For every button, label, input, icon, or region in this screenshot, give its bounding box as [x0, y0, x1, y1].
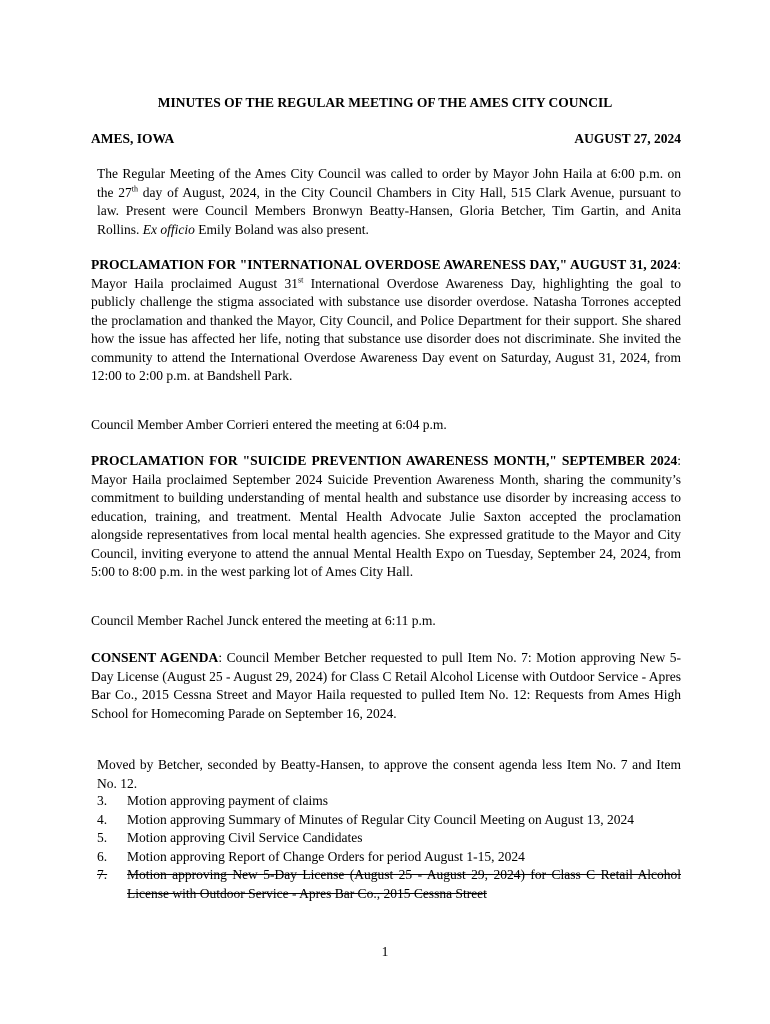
meeting-place: AMES, IOWA [91, 131, 175, 146]
list-item: 3. Motion approving payment of claims [97, 793, 328, 808]
junck-entry: Council Member Rachel Junck entered the meeting at 6:11 p.m. [91, 613, 436, 628]
consent-agenda-paragraph: CONSENT AGENDA: Council Member Betcher requested to pull Item No. 7: Motion approving New 5-Day License (August 25 - August 29, 2024) for Class C Retail Alcohol License with Outdoor Service - Apres Bar Co., 2015 Cessna Street and Mayor Haila requested to pulled Item No. 12: Requests from Ames High School for Homecoming Parade on September 16, 2024. [91, 650, 681, 721]
document-title: MINUTES OF THE REGULAR MEETING OF THE AMES CITY COUNCIL [157, 95, 613, 110]
opening-paragraph: The Regular Meeting of the Ames City Council was called to order by Mayor John Haila at 6:00 p.m. on the 27th day of August, 2024, in the City Council Chambers in City Hall, 515 Clark Avenue, pursuant to law. Present were Council Members Bronwyn Beatty-Hansen, Gloria Betcher, Tim Gartin, and Anita Rollins. Ex officio Emily Boland was also present. [97, 166, 681, 237]
proclamation-suicide-paragraph: PROCLAMATION FOR "SUICIDE PREVENTION AWARENESS MONTH," SEPTEMBER 2024: Mayor Haila proclaimed September 2024 Suicide Prevention Awareness Month, sharing the community’s commitment to building understanding of mental health and substance use disorder by increasing access to education, training, and treatment. Mental Health Advocate Julie Saxton accepted the proclamation alongside representatives from local mental health agencies. She expressed gratitude to the Mayor and City Council, inviting everyone to attend the annual Mental Health Expo on Tuesday, September 24, 2024, from 5:00 to 8:00 p.m. in the west parking lot of Ames City Hall. [91, 453, 681, 579]
proclamation-overdose-paragraph: PROCLAMATION FOR "INTERNATIONAL OVERDOSE AWARENESS DAY," AUGUST 31, 2024: Mayor Haila proclaimed August 31st International Overdose Awareness Day, highlighting the goal to publicly challenge the stigma associated with substance use disorder overdose. Natasha Torrones accepted the proclamation and thanked the Mayor, City Council, and Police Department for their support. She shared how the issue has affected her life, noting that substance use disorder does not discriminate. She invited the community to attend the International Overdose Awareness Day event on Saturday, August 31, 2024, from 12:00 to 2:00 p.m. at Bandshell Park. [91, 257, 681, 383]
list-item: 5. Motion approving Civil Service Candidates [97, 830, 363, 845]
meeting-date: AUGUST 27, 2024 [574, 131, 681, 146]
list-item: 4. Motion approving Summary of Minutes of Regular City Council Meeting on August 13, 2024 [97, 811, 634, 827]
page-number: 1 [381, 944, 389, 959]
consent-items-list [97, 792, 681, 903]
corrieri-entry: Council Member Amber Corrieri entered the meeting at 6:04 p.m. [91, 417, 447, 432]
proclamation-suicide-heading: PROCLAMATION FOR "SUICIDE PREVENTION AWARENESS MONTH," SEPTEMBER 2024 [91, 453, 678, 468]
consent-agenda-heading: CONSENT AGENDA [91, 650, 219, 665]
motion-paragraph: Moved by Betcher, seconded by Beatty-Hansen, to approve the consent agenda less Item No. 7 and Item No. 12. [97, 757, 681, 791]
list-item: 6. Motion approving Report of Change Orders for period August 1-15, 2024 [97, 848, 525, 864]
list-item-struck: 7. Motion approving New 5-Day License (August 25 - August 29, 2024) for Class C Retail Alcohol License with Outdoor Service - Apres Bar Co., 2015 Cessna Street [97, 867, 681, 901]
place-date-line [91, 131, 681, 147]
proclamation-overdose-heading: PROCLAMATION FOR "INTERNATIONAL OVERDOSE AWARENESS DAY," AUGUST 31, 2024 [91, 257, 678, 272]
